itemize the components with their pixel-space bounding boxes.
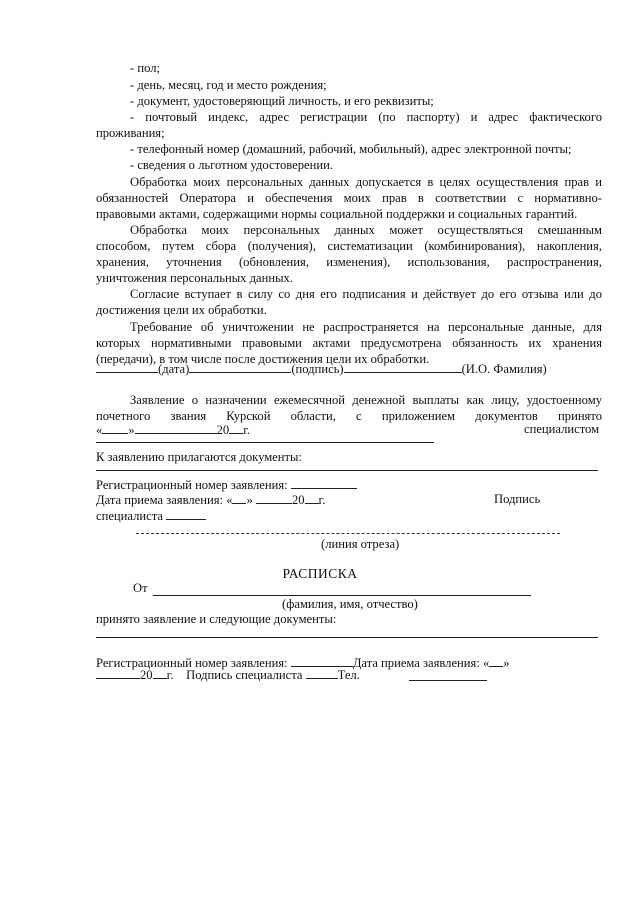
specialist-underline[interactable]	[96, 442, 434, 443]
statement-line-2: почетного звания Курской области, с приложением документов принято	[96, 409, 602, 423]
cut-line	[136, 533, 560, 534]
list-item-birth: - день, месяц, год и место рождения;	[130, 78, 327, 92]
receipt-fio-label: (фамилия, имя, отчество)	[282, 597, 418, 611]
paragraph-processing-purpose: Обработка моих персональных данных допускается в целях осуществления прав и	[130, 175, 602, 189]
paragraph-processing-method: Обработка моих персональных данных может осуществляться смешанным	[130, 223, 602, 237]
signature-row	[96, 360, 547, 377]
attached-documents-label: К заявлению прилагаются документы:	[96, 450, 302, 464]
paragraph-destruction: Требование об уничтожении не распространяется на персональные данные, для	[130, 320, 602, 334]
statement-year-blank[interactable]	[229, 421, 243, 434]
reg-number-blank[interactable]	[291, 476, 357, 489]
receipt-documents-line[interactable]	[96, 637, 598, 638]
paragraph-processing-purpose: обязанностей Оператора и обеспечения моих прав в соответствии с нормативно-	[96, 191, 602, 205]
date-blank[interactable]	[96, 360, 158, 373]
date-received-day-blank[interactable]	[232, 491, 246, 504]
specialist-word: специалиста	[96, 509, 163, 523]
receipt-year-row: 20 г. Подпись специалиста Тел.	[96, 666, 360, 683]
receipt-tel-label: Тел.	[337, 668, 360, 682]
name-blank[interactable]	[344, 360, 462, 373]
receipt-date-label: Дата приема заявления:	[352, 656, 480, 670]
statement-day-blank[interactable]	[102, 421, 128, 434]
receipt-title: РАСПИСКА	[282, 566, 358, 581]
list-item-phone: - телефонный номер (домашний, рабочий, мобильный), адрес электронной почты;	[130, 142, 572, 156]
date-received-row: Дата приема заявления: « » 20 г.	[96, 493, 326, 507]
receipt-from-label: От	[133, 581, 148, 595]
list-item-gender: - пол;	[130, 61, 160, 75]
paragraph-consent-validity: Согласие вступает в силу со дня его подписания и действует до его отзыва или до	[130, 287, 602, 301]
receipt-tel-line[interactable]	[409, 680, 487, 681]
date-received-month-blank[interactable]	[256, 491, 292, 504]
reg-number-label: Регистрационный номер заявления:	[96, 478, 288, 492]
specialist-sign-blank[interactable]	[166, 507, 206, 520]
list-item-benefit-cert: - сведения о льготном удостоверении.	[130, 158, 333, 172]
receipt-accepted-label: принято заявление и следующие документы:	[96, 612, 337, 626]
paragraph-destruction: (передачи), в том числе после достижения цели их обработки.	[96, 352, 430, 366]
date-received-label: Дата приема заявления:	[96, 493, 224, 507]
statement-line-1: Заявление о назначении ежемесячной денежной выплаты как лицу, удостоенному	[130, 393, 602, 407]
signature-label: (подпись)	[291, 362, 344, 376]
receipt-sign-label: Подпись специалиста	[186, 668, 303, 682]
receipt-month-blank[interactable]	[96, 666, 140, 679]
paragraph-processing-method: уничтожения персональных данных.	[96, 271, 293, 285]
list-item-identity-doc: - документ, удостоверяющий личность, и его реквизиты;	[130, 94, 434, 108]
statement-specialist: специалистом	[524, 422, 600, 436]
receipt-reg-row: Регистрационный номер заявления: Дата приема заявления: « »	[96, 656, 510, 670]
receipt-year-blank[interactable]	[153, 666, 167, 679]
paragraph-destruction: которых нормативными правовыми актами предусмотрена обязанность их хранения	[96, 336, 602, 350]
receipt-reg-label: Регистрационный номер заявления:	[96, 656, 288, 670]
name-label: (И.О. Фамилия)	[461, 362, 547, 376]
paragraph-processing-method: способом, путем сбора (получения), систематизации (комбинирования), накопления,	[96, 239, 602, 253]
cut-line-label: (линия отреза)	[321, 537, 400, 551]
date-label: (дата)	[158, 362, 190, 376]
statement-date-line: « » 20 г.	[96, 423, 251, 437]
specialist-row	[96, 507, 206, 524]
receipt-sign-blank[interactable]	[306, 666, 338, 679]
list-item-address-cont: проживания;	[96, 126, 165, 140]
statement-month-blank[interactable]	[135, 421, 217, 434]
paragraph-processing-purpose: правовыми актами, содержащими нормы социальной поддержки и социальных гарантий.	[96, 207, 578, 221]
date-received-year-blank[interactable]	[305, 491, 319, 504]
receipt-day-blank[interactable]	[489, 654, 503, 667]
sign-word: Подпись	[494, 492, 541, 506]
paragraph-consent-validity: достижения цели их обработки.	[96, 303, 267, 317]
attached-documents-line[interactable]	[96, 470, 598, 471]
list-item-address: - почтовый индекс, адрес регистрации (по паспорту) и адрес фактического	[130, 110, 602, 124]
paragraph-processing-method: хранения, уточнения (обновления, изменения), использования, распространения,	[96, 255, 602, 269]
signature-blank[interactable]	[189, 360, 291, 373]
